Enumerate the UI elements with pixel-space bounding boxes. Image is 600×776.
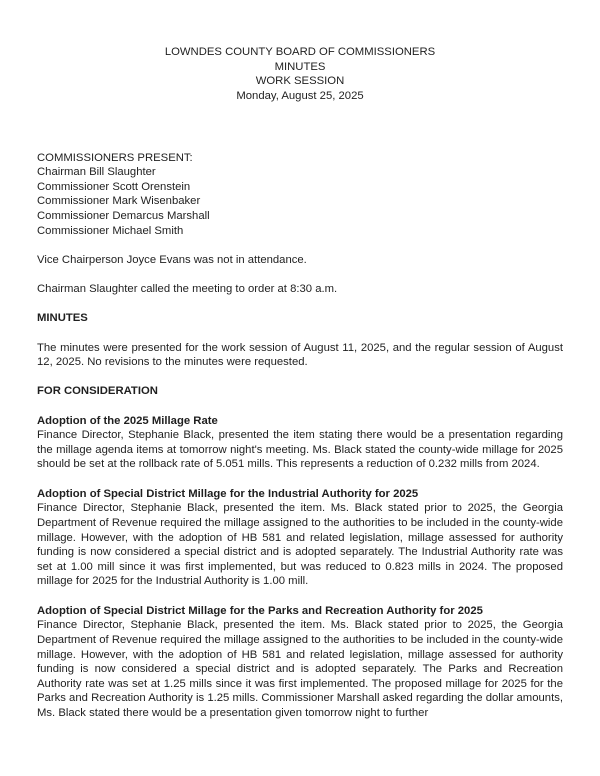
meeting-date: Monday, August 25, 2025 — [236, 89, 364, 102]
agenda-item-industrial-authority — [37, 487, 563, 589]
commissioner-name: Chairman Bill Slaughter — [37, 166, 156, 179]
absence-note: Vice Chairperson Joyce Evans was not in attendance. — [37, 253, 307, 266]
doc-type-title: MINUTES — [274, 60, 326, 73]
document-header — [37, 45, 563, 104]
call-to-order-note: Chairman Slaughter called the meeting to order at 8:30 a.m. — [37, 283, 338, 296]
commissioner-name: Commissioner Mark Wisenbaker — [37, 195, 201, 208]
commissioners-present-list — [37, 151, 563, 239]
agenda-item-body: Finance Director, Stephanie Black, presented the item. Ms. Black stated prior to 2025, the Georgia Department of Revenue required the millage assigned to the authorities to be included in the county-wide millage. However, with the adoption of HB 581 and related legislation, millage assessed for authority funding is now considered a special district and is adopted separately. The Parks and Recreation Authority rate was set at 1.25 mills since it was first implemented. The proposed millage for 2025 for the Parks and Recreation Authority is 1.25 mills. Commissioner Marshall asked regarding the dollar amounts, Ms. Black stated there would be a presentation given tomorrow night to further — [37, 619, 563, 719]
commissioner-name: Commissioner Scott Orenstein — [37, 180, 191, 193]
minutes-section-body: The minutes were presented for the work session of August 11, 2025, and the regular session of August 12, 2025. No revisions to the minutes were requested. — [37, 341, 563, 369]
agenda-item-parks-recreation-authority — [37, 604, 563, 721]
commissioner-name: Commissioner Michael Smith — [37, 224, 184, 237]
agenda-item-title: Adoption of the 2025 Millage Rate — [37, 414, 218, 427]
for-consideration-heading: FOR CONSIDERATION — [37, 385, 158, 398]
agenda-item-title: Adoption of Special District Millage for the Parks and Recreation Authority for 2025 — [37, 604, 483, 617]
agenda-item-body: Finance Director, Stephanie Black, presented the item. Ms. Black stated prior to 2025, the Georgia Department of Revenue required the millage assigned to the authorities to be included in the county-wide millage. However, with the adoption of HB 581 and related legislation, millage assessed for authority funding is now considered a special district and is adopted separately. The Industrial Authority rate was set at 1.00 mill since it was first implemented, but was reduced to 0.823 mills in 2024. The proposed millage for 2025 for the Industrial Authority is 1.00 mill. — [37, 502, 563, 588]
org-title: LOWNDES COUNTY BOARD OF COMMISSIONERS — [164, 46, 436, 58]
agenda-item-title: Adoption of Special District Millage for the Industrial Authority for 2025 — [37, 487, 419, 500]
commissioner-name: Commissioner Demarcus Marshall — [37, 210, 210, 222]
agenda-item-millage-rate — [37, 414, 563, 473]
agenda-item-body: Finance Director, Stephanie Black, presented the item stating there would be a presentation regarding the millage agenda items at tomorrow night's meeting. Ms. Black stated the county-wide millage for 2025 should be set at the rollback rate of 5.051 mills. This represents a reduction of 0.232 mills from 2024. — [37, 429, 563, 471]
commissioners-present-label: COMMISSIONERS PRESENT: — [37, 151, 193, 164]
session-type-title: WORK SESSION — [255, 75, 345, 88]
minutes-section-heading: MINUTES — [37, 312, 88, 325]
